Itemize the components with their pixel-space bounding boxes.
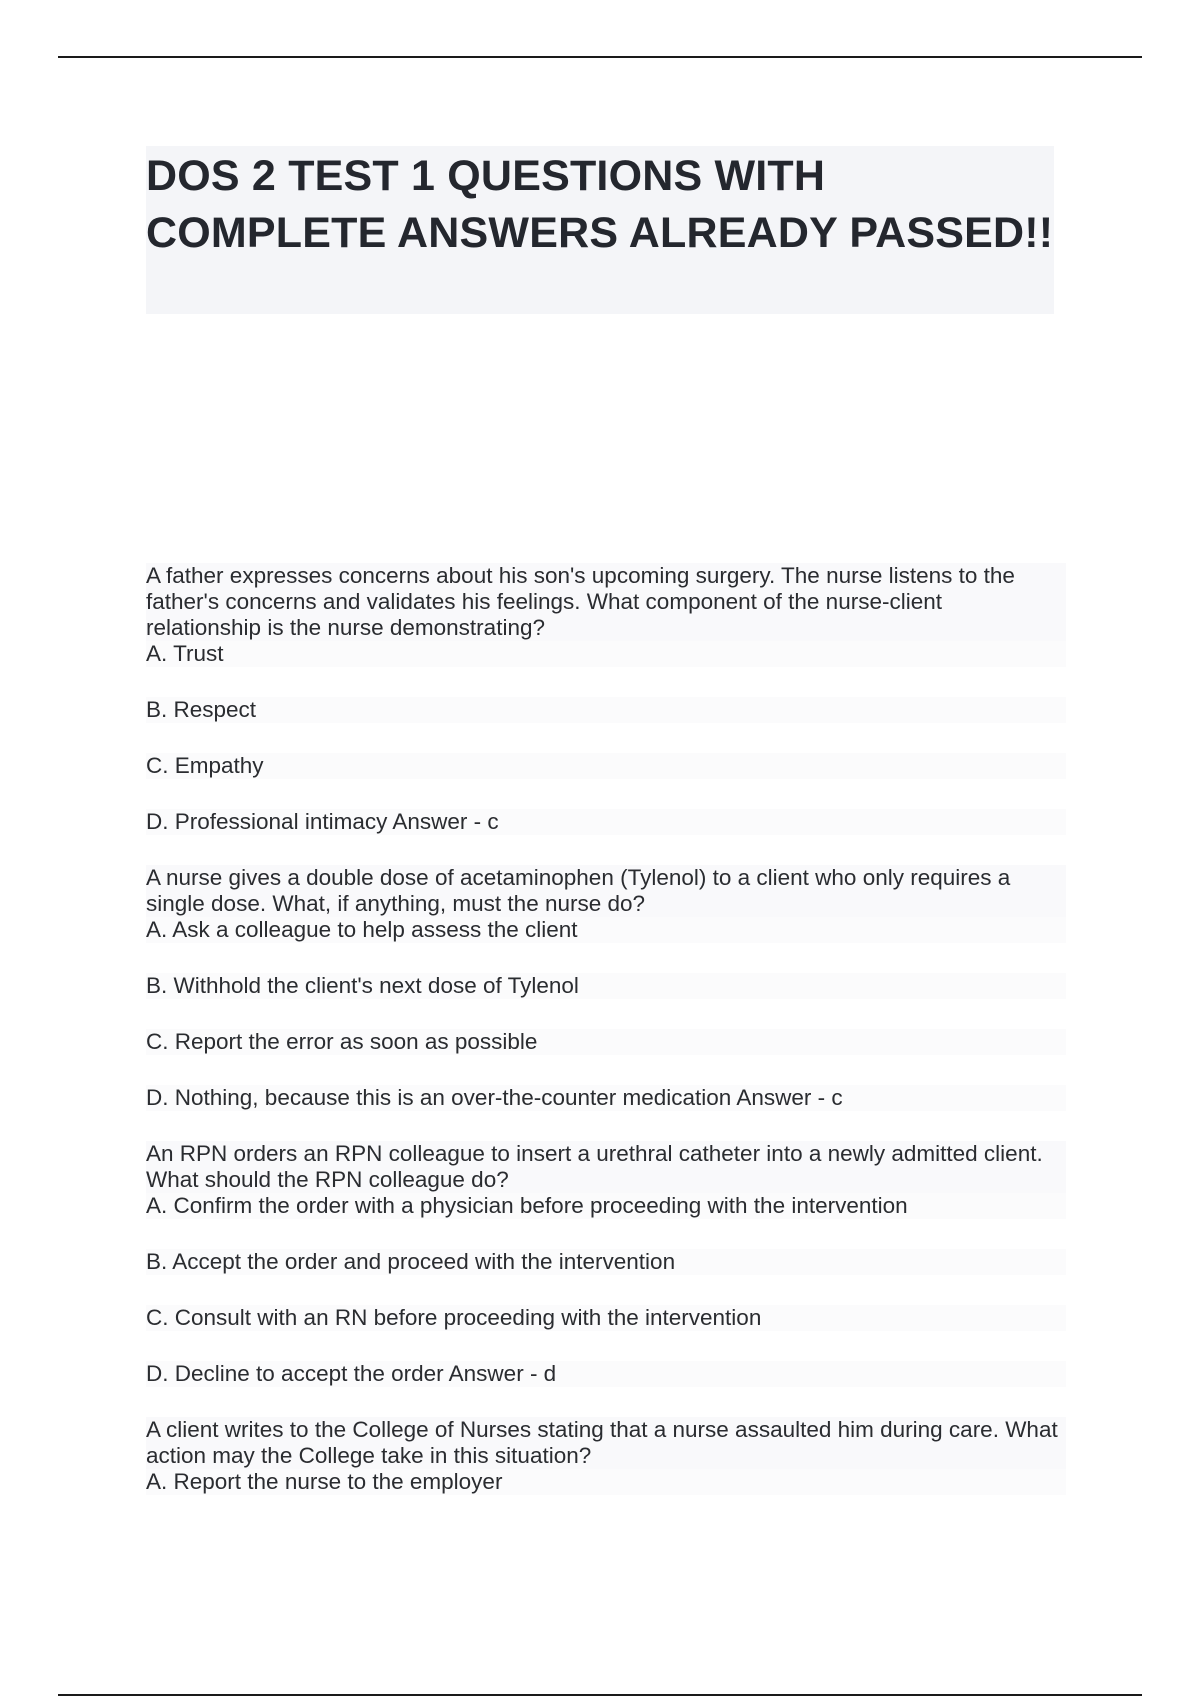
question-item [146, 1141, 1066, 1387]
document-title: DOS 2 TEST 1 QUESTIONS WITH COMPLETE ANSWERS ALREADY PASSED!! [146, 152, 1054, 257]
answer-choice: A. Report the nurse to the employer [146, 1469, 1066, 1495]
answer-choice: A. Confirm the order with a physician before proceeding with the intervention [146, 1193, 1066, 1219]
question-text: An RPN orders an RPN colleague to insert a urethral catheter into a newly admitted client. What should the RPN colleague do? [146, 1141, 1066, 1193]
answer-choice: C. Empathy [146, 753, 1066, 779]
answer-choice: C. Consult with an RN before proceeding with the intervention [146, 1305, 1066, 1331]
question-item [146, 1417, 1066, 1495]
question-text: A client writes to the College of Nurses stating that a nurse assaulted him during care. What action may the College take in this situation? [146, 1417, 1066, 1469]
question-item [146, 865, 1066, 1111]
question-item [146, 563, 1066, 835]
answer-choice: C. Report the error as soon as possible [146, 1029, 1066, 1055]
answer-choice: B. Accept the order and proceed with the intervention [146, 1249, 1066, 1275]
question-text: A nurse gives a double dose of acetaminophen (Tylenol) to a client who only requires a single dose. What, if anything, must the nurse do? [146, 865, 1066, 917]
answer-choice-with-answer: D. Nothing, because this is an over-the-counter medication Answer - c [146, 1085, 1066, 1111]
top-rule [58, 56, 1142, 58]
answer-choice: A. Trust [146, 641, 1066, 667]
answer-choice: A. Ask a colleague to help assess the client [146, 917, 1066, 943]
question-text: A father expresses concerns about his son's upcoming surgery. The nurse listens to the father's concerns and validates his feelings. What component of the nurse-client relationship is the nurse demonstrating? [146, 563, 1066, 641]
answer-choice-with-answer: D. Decline to accept the order Answer - d [146, 1361, 1066, 1387]
bottom-rule [58, 1694, 1142, 1696]
answer-choice: B. Withhold the client's next dose of Tylenol [146, 973, 1066, 999]
question-list [146, 563, 1066, 1495]
answer-choice: B. Respect [146, 697, 1066, 723]
title-block [146, 146, 1054, 314]
answer-choice-with-answer: D. Professional intimacy Answer - c [146, 809, 1066, 835]
